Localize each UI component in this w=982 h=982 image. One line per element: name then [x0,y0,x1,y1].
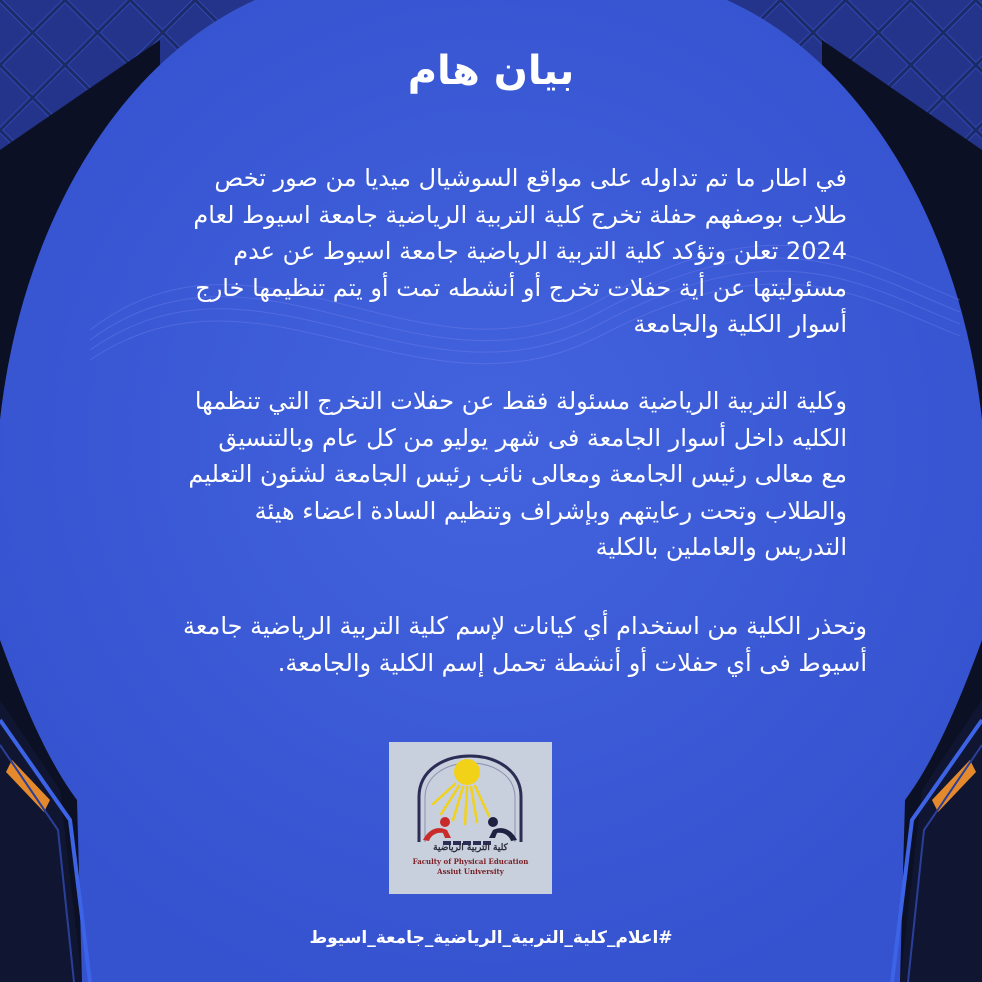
hashtag-footer: #اعلام_كلية_التربية_الرياضية_جامعة_اسيوط [309,928,673,948]
paragraph-line: مع معالى رئيس الجامعة ومعالى نائب رئيس الجامعة لشئون التعليم [188,460,847,488]
paragraph-line: 2024 تعلن وتؤكد كلية التربية الرياضية جامعة اسيوط عن عدم [233,237,847,265]
paragraph-line: وكلية التربية الرياضية مسئولة فقط عن حفلات التخرج التي تنظمها [194,387,847,415]
faculty-logo [389,742,552,894]
paragraph-line: التدريس والعاملين بالكلية [595,533,847,561]
paragraph-line: طلاب بوصفهم حفلة تخرج كلية التربية الرياضية جامعة اسيوط لعام [193,200,847,229]
paragraph-line: والطلاب وتحت رعايتهم وبإشراف وتنظيم السادة اعضاء هيئة [254,496,847,525]
paragraph-line: أسيوط فى أي حفلات أو أنشطة تحمل إسم الكلية والجامعة. [277,648,867,677]
paragraph-line: وتحذر الكلية من استخدام أي كيانات لإسم كلية التربية الرياضية جامعة [183,612,867,640]
page-title: بيان هام [407,48,575,94]
logo-english-name: Faculty of Physical Education [412,857,529,866]
paragraph-line: أسوار الكلية والجامعة [633,310,847,338]
statement-paragraph-2 [97,383,847,566]
paragraph-line: مسئوليتها عن أية حفلات تخرج أو أنشطه تمت أو يتم تنظيمها خارج [195,273,847,302]
paragraph-line: في اطار ما تم تداوله على مواقع السوشيال ميديا من صور تخص [214,164,847,192]
statement-paragraph-3 [107,608,867,681]
logo-university-name: Assiut University [437,867,504,876]
logo-arabic-name: كلية التربية الرياضية [433,843,508,853]
paragraph-line: الكليه داخل أسوار الجامعة فى شهر يوليو من كل عام وبالتنسيق [218,423,847,452]
statement-paragraph-1 [117,160,847,343]
